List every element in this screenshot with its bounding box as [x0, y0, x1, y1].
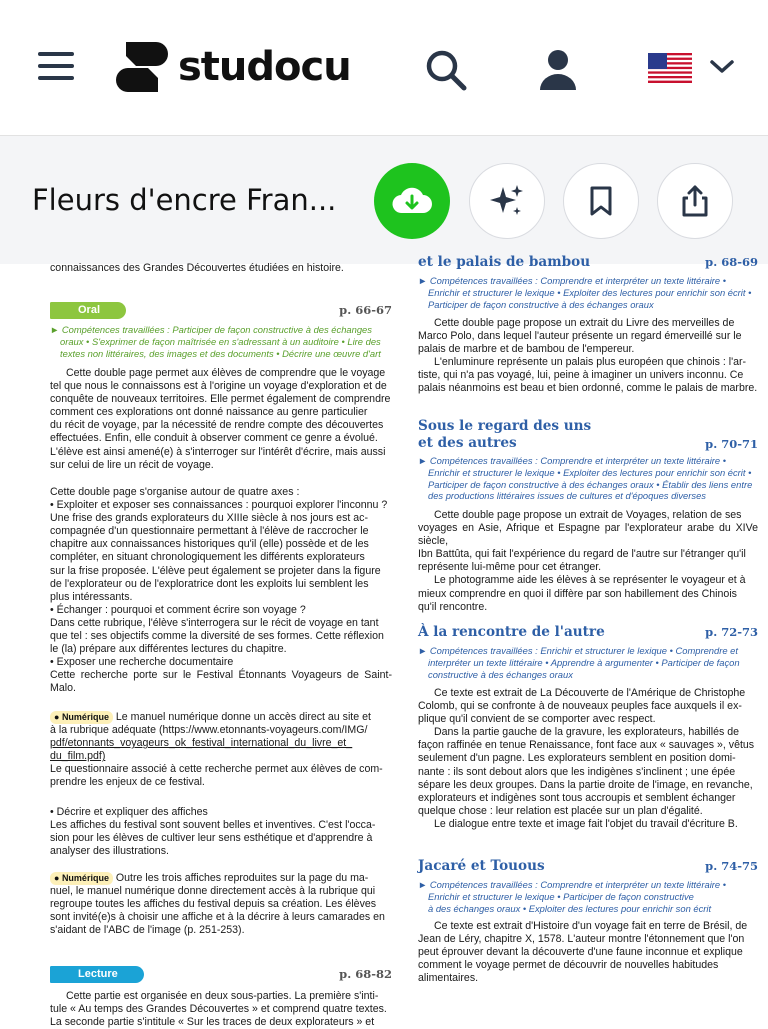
text-line: ► Compétences travaillées : Participer de façon constructive à des échanges	[50, 324, 372, 335]
text-line: comment ces explorations ont donné naissance au genre particulier	[50, 406, 368, 419]
text-line: Participer de façon constructive à des échanges oraux • Établir des liens entre	[428, 478, 753, 490]
hamburger-menu-icon[interactable]	[38, 52, 74, 82]
text-line: regroupe toutes les affiches du festival depuis sa création. Les élèves	[50, 898, 377, 911]
section-competences	[418, 455, 758, 502]
section-title: Sous le regard des uns	[418, 418, 592, 434]
text-line: Le manuel numérique donne un accès direct au site et	[115, 711, 371, 723]
text-line: ► Compétences travaillées : Comprendre et interpréter un texte littéraire •	[418, 879, 727, 890]
oral-tag-label: Oral	[78, 304, 101, 316]
text-line: Ce texte est extrait de La Découverte de l'Amérique de Christophe	[434, 687, 746, 699]
oral-tag	[50, 302, 126, 319]
text-line: qu'il rencontre.	[418, 600, 488, 613]
text-line: • Exposer une recherche documentaire	[50, 656, 234, 669]
text-line: quelque chose : leur relation est placée sur un plan d'égalité.	[418, 804, 703, 817]
page-reference: p. 68-82	[339, 967, 392, 981]
numerique-tag-label: Numérique	[61, 873, 109, 883]
logo-text: studocu	[178, 44, 351, 90]
ai-assistant-button[interactable]	[469, 163, 545, 239]
cloud-download-icon	[392, 185, 432, 217]
text-line: sont invité(e)s à choisir une affiche et à la décrire à leurs camarades en	[50, 911, 385, 924]
numerique-block-1	[50, 711, 392, 790]
oral-paragraph	[50, 367, 392, 472]
text-line: oraux • S'exprimer de façon maîtrisée en s'adressant à un auditoire • Lire des	[60, 335, 381, 347]
text-line: Participer de façon constructive à des échanges oraux	[428, 298, 654, 310]
text-line: conquête de nouveaux territoires. Elle permet également de comprendre	[50, 393, 391, 406]
text-line: plus intéressants.	[50, 590, 133, 603]
text-line: Cette double page propose un extrait de Voyages, relation de ses	[434, 509, 742, 521]
text-line: Marco Polo, dans lequel l'auteur présente un regard émerveillé sur le	[418, 330, 742, 343]
text-line: voyages en Asie, Afrique et Espagne par l'explorateur arabe du XIVe siècle,	[418, 522, 758, 548]
section-paragraph	[418, 317, 758, 396]
text-line: sur la frise proposée. L'élève peut également se projeter dans la figure	[50, 564, 381, 577]
numerique-tag: ● Numérique	[50, 711, 113, 724]
text-line: ► Compétences travaillées : Comprendre et interpréter un texte littéraire •	[418, 275, 727, 286]
studocu-logo[interactable]	[112, 38, 351, 96]
text-line: nuel, le manuel numérique donne directement accès à la rubrique qui	[50, 885, 376, 898]
text-line: représente lui-même pour cet étranger.	[418, 561, 602, 574]
text-line: compagnée d'un questionnaire permettant à l'élève de raccrocher le	[50, 525, 369, 538]
text-line: compléter, en situant chronologiquement les différents explorateurs	[50, 551, 365, 564]
text-line: tule « Au temps des Grandes Découvertes » et comprend quatre textes.	[50, 1003, 387, 1016]
section-title: Jacaré et Touous	[418, 858, 545, 874]
bookmark-icon	[587, 185, 615, 217]
text-line: Enrichir et structurer le lexique • Exploiter des lectures pour enrichir son écrit •	[428, 466, 752, 478]
text-line: • Décrire et expliquer des affiches	[50, 806, 208, 818]
text-line: La seconde partie s'intitule « Sur les traces de deux explorateurs » et	[50, 1016, 375, 1029]
text-line: Le photogramme aide les élèves à se représenter le voyageur et à	[434, 574, 746, 587]
bookmark-button[interactable]	[563, 163, 639, 239]
text-line: Ce texte est extrait d'Histoire d'un voyage fait en terre de Brésil, de	[434, 920, 748, 932]
text-line: connaissances des Grandes Découvertes étudiées en histoire.	[50, 262, 344, 274]
text-line: analyser des illustrations.	[50, 845, 169, 858]
text-line: Le questionnaire associé à cette recherche permet aux élèves de com-	[50, 763, 383, 776]
share-button[interactable]	[657, 163, 733, 239]
download-button[interactable]	[374, 163, 450, 239]
text-line: prendre les enjeux de ce festival.	[50, 776, 205, 789]
text-line: L'élève est ainsi amené(e) à s'interroger sur l'intérêt d'écrire, mais aussi	[50, 445, 386, 458]
text-line: nante : ils sont debout alors que les indigènes s'inclinent ; une épée	[418, 765, 736, 778]
page-reference: p. 68-69	[705, 255, 758, 269]
document-title: Fleurs d'encre Fran...	[32, 183, 337, 217]
text-line: constructive à des échanges oraux	[428, 668, 573, 680]
page-reference: p. 72-73	[705, 625, 758, 639]
document-page	[0, 254, 768, 1029]
text-line: des productions littéraires issues de cultures et d'époques diverses	[428, 490, 706, 502]
search-icon[interactable]	[424, 48, 468, 92]
text-line: que tel : ses objectifs comme la diversité de ses formes. Cette réflexion	[50, 630, 384, 643]
text-line: du récit de voyage, par la nécessité de rendre compte des découvertes	[50, 419, 384, 432]
text-line: Enrichir et structurer le lexique • Participer de façon constructive	[428, 890, 694, 902]
numerique-block-2	[50, 872, 392, 937]
section-competences	[418, 879, 758, 914]
text-line: Dans la partie gauche de la gravure, les explorateurs, habillés de	[434, 726, 740, 739]
text-line: tel que nous le connaissons est à l'origine un voyage d'exploration et de	[50, 380, 387, 393]
text-line: façon raffinée en tenue Renaissance, font face aux « sauvages », vêtus	[418, 739, 755, 752]
page-reference: p. 74-75	[705, 859, 758, 873]
text-line: chapitre aux connaissances historiques qu'il (elle) possède et de les	[50, 538, 369, 551]
text-line: Cette partie est organisée en deux sous-parties. La première s'inti-	[66, 990, 379, 1002]
section-paragraph	[418, 920, 758, 985]
festival-link[interactable]: pdf/etonnants_voyageurs_ok_festival_international_du_livre_et_	[50, 737, 353, 750]
section-paragraph	[418, 687, 758, 831]
lecture-tag-label: Lecture	[78, 968, 118, 980]
affiches-section	[50, 806, 392, 858]
share-icon	[679, 184, 711, 218]
text-line: Jean de Léry, chapitre X, 1578. L'auteur montre l'étonnement que l'on	[418, 933, 745, 946]
user-icon[interactable]	[538, 48, 578, 92]
top-navigation	[0, 0, 768, 136]
text-line: Ibn Battûta, qui fait l'expérience du regard de l'autre sur l'étranger qu'il	[418, 548, 746, 561]
text-line: Cette recherche porte sur le Festival Étonnants Voyageurs de Saint-Malo.	[50, 669, 392, 695]
text-line: • Échanger : pourquoi et comment écrire son voyage ?	[50, 603, 306, 616]
text-line: palais de marbre et de bambou de l'empereur.	[418, 343, 635, 356]
text-line: Une frise des grands explorateurs du XIIIe siècle à nos jours est ac-	[50, 512, 368, 525]
oral-competences	[50, 324, 392, 359]
studocu-logo-icon	[112, 38, 172, 96]
section-competences	[418, 275, 758, 310]
text-line: Cette double page propose un extrait du Livre des merveilles de	[434, 317, 735, 329]
text-line: s'aidant de l'ABC de l'image (p. 251-253).	[50, 924, 245, 937]
text-line: Les affiches du festival sont souvent belles et inventives. C'est l'occa-	[50, 819, 376, 832]
text-line: interpréter un texte littéraire • Apprendre à argumenter • Participer de façon	[428, 656, 740, 668]
text-line: Outre les trois affiches reproduites sur la page du ma-	[115, 872, 369, 884]
text-line: Dans cette rubrique, l'élève s'interrogera sur le récit de voyage en tant	[50, 616, 379, 629]
text-line: Enrichir et structurer le lexique • Exploiter des lectures pour enrichir son écrit •	[428, 286, 752, 298]
text-line: Colomb, qui se confronte à de nouveaux peuples face auxquels il ex-	[418, 700, 742, 713]
festival-link[interactable]: du_film.pdf)	[50, 750, 106, 763]
text-line: • Exploiter et exposer ses connaissances : pourquoi explorer l'inconnu ?	[50, 499, 388, 512]
text-line: plique qu'il convient de se comporter avec respect.	[418, 713, 656, 726]
text-line: le (la) prépare aux différentes lectures du chapitre.	[50, 643, 287, 656]
text-line: comment le voyage permet de découvrir de nouvelles habitudes	[418, 959, 719, 972]
text-line: L'enluminure représente un palais plus européen que chinois : l'ar-	[434, 356, 747, 369]
text-line: de l'explorateur ou de l'exploratrice dont les exploits lui semblent les	[50, 577, 369, 590]
numerique-tag-label: Numérique	[61, 712, 109, 722]
text-line: explorateurs et indigènes sont tous accroupis et semblent échanger	[418, 791, 736, 804]
section-title: À la rencontre de l'autre	[418, 624, 605, 640]
text-line: à des échanges oraux • Exploiter des lectures pour enrichir son écrit	[428, 902, 712, 914]
text-line: effectuées. Enfin, elle conduit à observer comment ce genre a évolué.	[50, 432, 378, 445]
us-flag-icon[interactable]	[648, 53, 692, 83]
page-reference: p. 70-71	[705, 437, 758, 451]
text-line: sur celui de lire un récit de voyage.	[50, 458, 214, 471]
text-line: Le dialogue entre texte et image fait l'objet du travail d'écriture B.	[434, 817, 738, 830]
numerique-tag: ● Numérique	[50, 872, 113, 885]
text-line: sépare les deux groupes. Dans la partie droite de l'image, en revanche,	[418, 778, 753, 791]
section-title: et des autres	[418, 435, 517, 451]
lecture-paragraph	[50, 990, 392, 1029]
lecture-tag	[50, 966, 144, 983]
text-line: ► Compétences travaillées : Comprendre et interpréter un texte littéraire •	[418, 455, 727, 466]
text-line: seulement d'un pagne. Les explorateurs semblent en position domi-	[418, 752, 736, 765]
text-line: textes non littéraires, des images et des documents • Décrire une œuvre d'art	[60, 347, 381, 359]
text-line: sion pour les élèves de cultiver leur sens esthétique et d'apprendre à	[50, 832, 373, 845]
section-title: et le palais de bambou	[418, 254, 591, 270]
text-line: tiste, qui n'a pas voyagé, lui, peine à imaginer un univers inconnu. Ce	[418, 369, 744, 382]
axes-section	[50, 486, 392, 696]
text-line: alimentaires.	[418, 972, 479, 985]
chevron-down-icon[interactable]	[708, 56, 736, 76]
text-line: à la rubrique adéquate (https://www.etonnants-voyageurs.com/IMG/	[50, 724, 368, 737]
text-line: Cette double page s'organise autour de quatre axes :	[50, 486, 300, 498]
text-line: palais néanmoins est beau et bien ordonné, comme le palais de marbre.	[418, 382, 758, 395]
text-line: Cette double page permet aux élèves de comprendre que le voyage	[66, 367, 386, 379]
sparkle-icon	[489, 183, 525, 219]
page-reference: p. 66-67	[339, 303, 392, 317]
section-competences	[418, 645, 758, 680]
text-line: peut éprouver devant la découverte d'une faune inconnue et explique	[418, 946, 743, 959]
text-line: mieux comprendre en quoi il diffère par son habillement des Chinois	[418, 587, 737, 600]
text-line: ► Compétences travaillées : Enrichir et structurer le lexique • Comprendre et	[418, 645, 738, 656]
section-paragraph	[418, 509, 758, 614]
